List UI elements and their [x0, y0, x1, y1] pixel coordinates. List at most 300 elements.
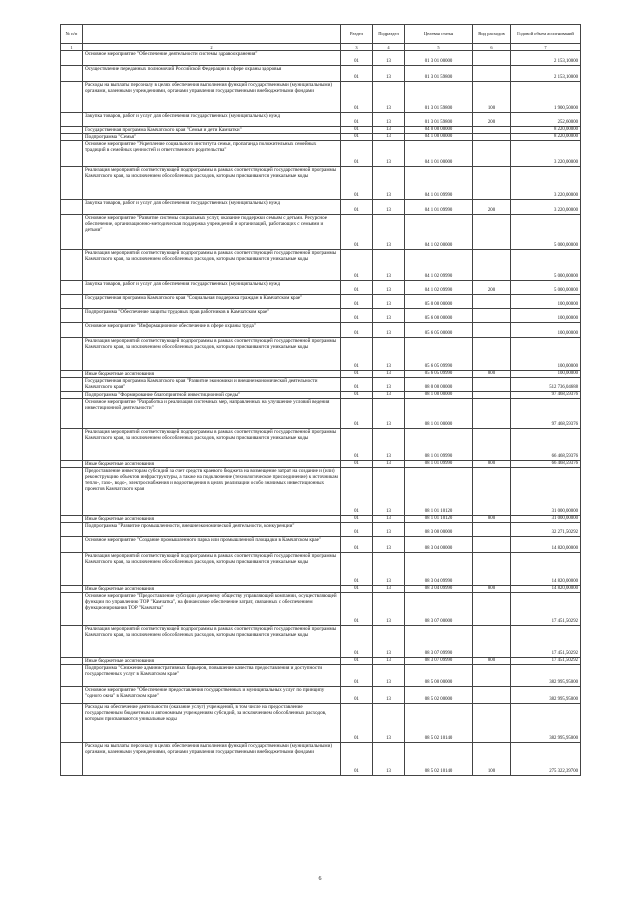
expense-type-cell: [473, 295, 511, 309]
expense-type-cell: 100: [473, 82, 511, 113]
target-article-cell: 04 1 01 00000: [405, 141, 473, 167]
subsection-cell: 13: [373, 371, 405, 378]
target-article-cell: 04 1 02 09990: [405, 250, 473, 281]
subsection-cell: 13: [373, 429, 405, 461]
expense-name-cell: Иные бюджетные ассигнования: [83, 586, 341, 593]
expense-name-cell: Государственная программа Камчатского края "Семья и дети Камчатки": [83, 127, 341, 134]
expense-type-cell: [473, 51, 511, 66]
amount-cell: 97 468,59376: [511, 392, 581, 399]
amount-cell: 14 820,00000: [511, 537, 581, 553]
table-row: [61, 537, 581, 553]
subsection-cell: 13: [373, 281, 405, 295]
row-number-cell: [61, 167, 83, 200]
header-section: Раздел: [341, 25, 373, 44]
amount-cell: 5 000,00000: [511, 281, 581, 295]
expense-type-cell: [473, 429, 511, 461]
table-row: [61, 295, 581, 309]
table-row: [61, 586, 581, 593]
amount-cell: 3 220,00000: [511, 200, 581, 215]
table-row: [61, 429, 581, 461]
target-article-cell: 08 5 02 10140: [405, 704, 473, 743]
expense-type-cell: [473, 66, 511, 82]
row-number-cell: [61, 523, 83, 537]
amount-cell: 100,00000: [511, 309, 581, 323]
expense-type-cell: [473, 553, 511, 586]
target-article-cell: 08 3 04 00000: [405, 537, 473, 553]
table-row: [61, 658, 581, 665]
table-row: [61, 200, 581, 215]
table-row: [61, 167, 581, 200]
row-number-cell: [61, 704, 83, 743]
expense-type-cell: 800: [473, 461, 511, 468]
section-cell: 01: [341, 127, 373, 134]
target-article-cell: 08 3 00 00000: [405, 523, 473, 537]
expense-type-cell: [473, 392, 511, 399]
table-row: [61, 113, 581, 127]
target-article-cell: 08 5 00 00000: [405, 665, 473, 687]
amount-cell: 32 271,50292: [511, 523, 581, 537]
section-cell: 01: [341, 113, 373, 127]
expense-name-cell: Подпрограмма "Снижение административных барьеров, повышение качества предоставления и доступности государственных услуг в Камчатском крае": [83, 665, 341, 687]
row-number-cell: [61, 665, 83, 687]
table-row: [61, 665, 581, 687]
row-number-cell: [61, 516, 83, 523]
amount-cell: 3 220,00000: [511, 141, 581, 167]
column-index: 5: [405, 44, 473, 51]
section-cell: 01: [341, 687, 373, 704]
section-cell: 01: [341, 82, 373, 113]
header-subsection: Подраздел: [373, 25, 405, 44]
expense-type-cell: [473, 134, 511, 141]
expense-type-cell: [473, 141, 511, 167]
table-row: [61, 338, 581, 371]
table-row: [61, 215, 581, 250]
section-cell: 01: [341, 461, 373, 468]
amount-cell: 8 220,00000: [511, 134, 581, 141]
expense-type-cell: 800: [473, 516, 511, 523]
subsection-cell: 13: [373, 399, 405, 429]
amount-cell: 100,00000: [511, 323, 581, 338]
expense-name-cell: Реализация мероприятий соответствующей подпрограммы в рамках соответствующей государственной программы Камчатского края, за исключением обособленных расходов, которым присваиваются уникальные коды: [83, 429, 341, 461]
row-number-cell: [61, 323, 83, 338]
section-cell: 01: [341, 523, 373, 537]
expense-type-cell: [473, 309, 511, 323]
row-number-cell: [61, 468, 83, 516]
table-row: [61, 250, 581, 281]
section-cell: 01: [341, 323, 373, 338]
section-cell: 01: [341, 553, 373, 586]
amount-cell: 14 820,00000: [511, 586, 581, 593]
column-index-row: [61, 44, 581, 51]
target-article-cell: 08 3 04 09990: [405, 586, 473, 593]
expense-name-cell: Реализация мероприятий соответствующей подпрограммы в рамках соответствующей государственной программы Камчатского края, за исключением обособленных расходов, которым присваиваются уникальные коды: [83, 250, 341, 281]
table-row: [61, 743, 581, 776]
section-cell: 01: [341, 141, 373, 167]
row-number-cell: [61, 113, 83, 127]
expense-name-cell: Подпрограмма "Формирование благоприятной инвестиционной среды": [83, 392, 341, 399]
row-number-cell: [61, 553, 83, 586]
subsection-cell: 13: [373, 309, 405, 323]
amount-cell: 1 900,50000: [511, 82, 581, 113]
section-cell: 01: [341, 399, 373, 429]
table-row: [61, 553, 581, 586]
expense-type-cell: [473, 523, 511, 537]
table-row: [61, 399, 581, 429]
column-index: 3: [341, 44, 373, 51]
column-index: 7: [511, 44, 581, 51]
expense-name-cell: Подпрограмма "Развитие промышленности, внешнеэкономической деятельности, конкуренции": [83, 523, 341, 537]
target-article-cell: 08 1 01 09990: [405, 429, 473, 461]
expense-type-cell: [473, 537, 511, 553]
section-cell: 01: [341, 66, 373, 82]
amount-cell: 31 000,00000: [511, 468, 581, 516]
amount-cell: 17 451,50292: [511, 658, 581, 665]
row-number-cell: [61, 371, 83, 378]
target-article-cell: 05 6 05 00000: [405, 323, 473, 338]
subsection-cell: 13: [373, 295, 405, 309]
subsection-cell: 13: [373, 586, 405, 593]
expense-name-cell: Реализация мероприятий соответствующей подпрограммы в рамках соответствующей государственной программы Камчатского края, за исключением обособленных расходов, которым присваиваются уникальные коды: [83, 626, 341, 658]
amount-cell: 2 153,10000: [511, 66, 581, 82]
expense-type-cell: [473, 323, 511, 338]
row-number-cell: [61, 82, 83, 113]
table-row: [61, 593, 581, 626]
section-cell: 01: [341, 626, 373, 658]
expense-type-cell: [473, 626, 511, 658]
row-number-cell: [61, 658, 83, 665]
column-index: 6: [473, 44, 511, 51]
amount-cell: 5 000,00000: [511, 215, 581, 250]
subsection-cell: 13: [373, 134, 405, 141]
subsection-cell: 13: [373, 250, 405, 281]
budget-allocation-table: [60, 24, 581, 776]
amount-cell: 275 322,39700: [511, 743, 581, 776]
target-article-cell: 08 5 02 00000: [405, 687, 473, 704]
expense-type-cell: [473, 468, 511, 516]
target-article-cell: 05 6 05 09990: [405, 338, 473, 371]
section-cell: 01: [341, 167, 373, 200]
subsection-cell: 13: [373, 461, 405, 468]
row-number-cell: [61, 309, 83, 323]
expense-name-cell: Иные бюджетные ассигнования: [83, 371, 341, 378]
target-article-cell: 01 3 01 59800: [405, 66, 473, 82]
row-number-cell: [61, 141, 83, 167]
subsection-cell: 13: [373, 215, 405, 250]
expense-type-cell: 200: [473, 113, 511, 127]
table-row: [61, 127, 581, 134]
subsection-cell: 13: [373, 200, 405, 215]
amount-cell: 66 468,59376: [511, 429, 581, 461]
expense-name-cell: Основное мероприятие "Развитие системы социальных услуг, оказание поддержки семьям с детьми. Ресурсное обеспечение, организационно-методическая поддержка учреждений и организаций, работающих с семьями и детьми": [83, 215, 341, 250]
table-row: [61, 323, 581, 338]
header-expense-type: Вид расходов: [473, 25, 511, 44]
expense-name-cell: Реализация мероприятий соответствующей подпрограммы в рамках соответствующей государственной программы Камчатского края, за исключением обособленных расходов, которым присваиваются уникальные коды: [83, 167, 341, 200]
column-index: 1: [61, 44, 83, 51]
row-number-cell: [61, 295, 83, 309]
subsection-cell: 13: [373, 378, 405, 392]
amount-cell: 2 153,10000: [511, 51, 581, 66]
subsection-cell: 13: [373, 338, 405, 371]
row-number-cell: [61, 593, 83, 626]
expense-type-cell: 800: [473, 586, 511, 593]
row-number-cell: [61, 743, 83, 776]
amount-cell: 512 736,04688: [511, 378, 581, 392]
target-article-cell: 01 3 01 59800: [405, 113, 473, 127]
target-article-cell: 08 0 00 00000: [405, 378, 473, 392]
amount-cell: 100,00000: [511, 295, 581, 309]
expense-name-cell: Иные бюджетные ассигнования: [83, 516, 341, 523]
amount-cell: 382 995,95000: [511, 665, 581, 687]
row-number-cell: [61, 687, 83, 704]
table-row: [61, 687, 581, 704]
column-index: 4: [373, 44, 405, 51]
table-row: [61, 461, 581, 468]
amount-cell: 3 220,00000: [511, 167, 581, 200]
amount-cell: 31 000,00000: [511, 516, 581, 523]
expense-name-cell: Закупка товаров, работ и услуг для обеспечения государственных (муниципальных) нужд: [83, 113, 341, 127]
target-article-cell: 05 6 00 00000: [405, 309, 473, 323]
section-cell: 01: [341, 658, 373, 665]
subsection-cell: 13: [373, 704, 405, 743]
table-row: [61, 82, 581, 113]
expense-name-cell: Предоставление инвесторам субсидий за счет средств краевого бюджета на возмещение затрат на создание и (или) реконструкцию объектов инфраструктуры, а также на подключение (технологическое присоединение) к источникам тепло-, газо-, водо-, электроснабжения и водоотведения в целях реализации особо значимых инвестиционных проектов Камчатского края: [83, 468, 341, 516]
amount-cell: 8 220,00000: [511, 127, 581, 134]
expense-name-cell: Основное мероприятие "Обеспечение предоставления государственных и муниципальных услуг по принципу "одного окна" в Камчатском крае": [83, 687, 341, 704]
table-row: [61, 51, 581, 66]
section-cell: 01: [341, 586, 373, 593]
section-cell: 01: [341, 378, 373, 392]
expense-name-cell: Иные бюджетные ассигнования: [83, 658, 341, 665]
header-target-article: Целевая статья: [405, 25, 473, 44]
target-article-cell: 04 1 02 00000: [405, 215, 473, 250]
table-row: [61, 281, 581, 295]
target-article-cell: 05 0 00 00000: [405, 295, 473, 309]
table-row: [61, 468, 581, 516]
expense-type-cell: [473, 250, 511, 281]
subsection-cell: 13: [373, 537, 405, 553]
amount-cell: 17 451,50292: [511, 593, 581, 626]
section-cell: 01: [341, 51, 373, 66]
target-article-cell: 08 3 07 09990: [405, 626, 473, 658]
expense-name-cell: Основное мероприятие "Разработка и реализация системных мер, направленных на улучшение условий ведения инвестиционной деятельности": [83, 399, 341, 429]
subsection-cell: 13: [373, 665, 405, 687]
header-number: № п/п: [61, 25, 83, 44]
subsection-cell: 13: [373, 658, 405, 665]
amount-cell: 5 000,00000: [511, 250, 581, 281]
expense-name-cell: Подпрограмма "Обеспечение защиты трудовых прав работников в Камчатском крае": [83, 309, 341, 323]
section-cell: 01: [341, 704, 373, 743]
subsection-cell: 13: [373, 516, 405, 523]
row-number-cell: [61, 51, 83, 66]
target-article-cell: 08 3 07 09990: [405, 658, 473, 665]
subsection-cell: 13: [373, 167, 405, 200]
subsection-cell: 13: [373, 392, 405, 399]
section-cell: 01: [341, 215, 373, 250]
table-row: [61, 141, 581, 167]
amount-cell: 14 820,00000: [511, 553, 581, 586]
expense-type-cell: 800: [473, 658, 511, 665]
expense-type-cell: 200: [473, 281, 511, 295]
expense-type-cell: [473, 378, 511, 392]
section-cell: 01: [341, 516, 373, 523]
expense-type-cell: [473, 167, 511, 200]
target-article-cell: 04 1 02 09990: [405, 281, 473, 295]
section-cell: 01: [341, 134, 373, 141]
target-article-cell: 08 3 07 00000: [405, 593, 473, 626]
amount-cell: 382 995,95000: [511, 704, 581, 743]
subsection-cell: 13: [373, 141, 405, 167]
table-row: [61, 516, 581, 523]
subsection-cell: 13: [373, 468, 405, 516]
table-row: [61, 309, 581, 323]
amount-cell: 17 451,50292: [511, 626, 581, 658]
expense-type-cell: [473, 215, 511, 250]
section-cell: 01: [341, 537, 373, 553]
row-number-cell: [61, 461, 83, 468]
subsection-cell: 13: [373, 523, 405, 537]
expense-name-cell: Основное мероприятие "Укрепление социального института семьи, пропаганда положительных семейных традиций в семейных ценностей и ответственного родительства": [83, 141, 341, 167]
target-article-cell: 04 1 00 00000: [405, 134, 473, 141]
expense-name-cell: Подпрограмма "Семья": [83, 134, 341, 141]
row-number-cell: [61, 200, 83, 215]
row-number-cell: [61, 338, 83, 371]
target-article-cell: 08 1 01 00000: [405, 399, 473, 429]
page-number: 6: [318, 876, 322, 882]
row-number-cell: [61, 429, 83, 461]
subsection-cell: 13: [373, 687, 405, 704]
expense-type-cell: 800: [473, 371, 511, 378]
row-number-cell: [61, 127, 83, 134]
section-cell: 01: [341, 429, 373, 461]
target-article-cell: 01 3 01 00000: [405, 51, 473, 66]
amount-cell: 382 995,95000: [511, 687, 581, 704]
expense-type-cell: [473, 704, 511, 743]
row-number-cell: [61, 537, 83, 553]
expense-type-cell: [473, 593, 511, 626]
section-cell: 01: [341, 468, 373, 516]
expense-name-cell: Государственная программа Камчатского края "Социальная поддержка граждан в Камчатском крае": [83, 295, 341, 309]
expense-name-cell: Реализация мероприятий соответствующей подпрограммы в рамках соответствующей государственной программы Камчатского края, за исключением обособленных расходов, которым присваиваются уникальные коды: [83, 338, 341, 371]
expense-type-cell: [473, 399, 511, 429]
target-article-cell: 08 3 04 09990: [405, 553, 473, 586]
expense-name-cell: Государственная программа Камчатского края "Развитие экономики и внешнеэкономической деятельности Камчатского края": [83, 378, 341, 392]
table-row: [61, 66, 581, 82]
table-body: [61, 51, 581, 776]
subsection-cell: 13: [373, 113, 405, 127]
target-article-cell: 01 3 01 59800: [405, 82, 473, 113]
table-header-row: [61, 25, 581, 44]
expense-name-cell: Реализация мероприятий соответствующей подпрограммы в рамках соответствующей государственной программы Камчатского края, за исключением обособленных расходов, которым присваиваются уникальные коды: [83, 553, 341, 586]
expense-type-cell: [473, 665, 511, 687]
row-number-cell: [61, 378, 83, 392]
amount-cell: 100,00000: [511, 338, 581, 371]
table-row: [61, 371, 581, 378]
target-article-cell: 04 1 01 09990: [405, 167, 473, 200]
table-row: [61, 523, 581, 537]
expense-type-cell: 100: [473, 743, 511, 776]
expense-type-cell: [473, 127, 511, 134]
target-article-cell: 05 6 05 09990: [405, 371, 473, 378]
section-cell: 01: [341, 200, 373, 215]
section-cell: 01: [341, 371, 373, 378]
expense-type-cell: [473, 338, 511, 371]
expense-name-cell: Основное мероприятие "Создание промышленного парка или промышленной площадки в Камчатском крае": [83, 537, 341, 553]
expense-name-cell: Расходы на выплаты персоналу в целях обеспечения выполнения функций государственными (муниципальными) органами, казенными учреждениями, органами управления государственными внебюджетными фондами: [83, 743, 341, 776]
table-row: [61, 626, 581, 658]
subsection-cell: 13: [373, 743, 405, 776]
row-number-cell: [61, 250, 83, 281]
section-cell: 01: [341, 309, 373, 323]
header-name: [83, 25, 341, 44]
expense-name-cell: Закупка товаров, работ и услуг для обеспечения государственных (муниципальных) нужд: [83, 200, 341, 215]
subsection-cell: 13: [373, 82, 405, 113]
table-row: [61, 378, 581, 392]
header-annual-amount: Годовой объем ассигнований: [511, 25, 581, 44]
subsection-cell: 13: [373, 626, 405, 658]
column-index: 2: [83, 44, 341, 51]
budget-table-page: [60, 24, 580, 776]
row-number-cell: [61, 134, 83, 141]
amount-cell: 97 468,59376: [511, 399, 581, 429]
expense-type-cell: [473, 687, 511, 704]
row-number-cell: [61, 586, 83, 593]
table-row: [61, 704, 581, 743]
expense-name-cell: Осуществление переданных полномочий Российской Федерации в сфере охраны здоровья: [83, 66, 341, 82]
target-article-cell: 08 5 02 10140: [405, 743, 473, 776]
row-number-cell: [61, 399, 83, 429]
target-article-cell: 08 1 00 00000: [405, 392, 473, 399]
target-article-cell: 04 0 00 00000: [405, 127, 473, 134]
row-number-cell: [61, 626, 83, 658]
subsection-cell: 13: [373, 51, 405, 66]
subsection-cell: 13: [373, 553, 405, 586]
subsection-cell: 13: [373, 323, 405, 338]
expense-name-cell: Закупка товаров, работ и услуг для обеспечения государственных (муниципальных) нужд: [83, 281, 341, 295]
subsection-cell: 13: [373, 593, 405, 626]
target-article-cell: 08 1 01 10120: [405, 468, 473, 516]
target-article-cell: 08 1 01 09990: [405, 461, 473, 468]
row-number-cell: [61, 392, 83, 399]
amount-cell: 66 468,59376: [511, 461, 581, 468]
section-cell: 01: [341, 250, 373, 281]
target-article-cell: 08 1 01 10120: [405, 516, 473, 523]
table-row: [61, 134, 581, 141]
expense-type-cell: 200: [473, 200, 511, 215]
row-number-cell: [61, 281, 83, 295]
expense-name-cell: Иные бюджетные ассигнования: [83, 461, 341, 468]
amount-cell: 252,60000: [511, 113, 581, 127]
table-row: [61, 392, 581, 399]
expense-name-cell: Расходы на выплаты персоналу в целях обеспечения выполнения функций государственными (муниципальными) органами, казенными учреждениями, органами управления государственными внебюджетными фондами: [83, 82, 341, 113]
section-cell: 01: [341, 593, 373, 626]
amount-cell: 100,00000: [511, 371, 581, 378]
section-cell: 01: [341, 281, 373, 295]
section-cell: 01: [341, 295, 373, 309]
target-article-cell: 04 1 01 09990: [405, 200, 473, 215]
expense-name-cell: Основное мероприятие "Предоставление субсидии дочернему обществу управляющей компании, осуществляющей функции по управлению ТОР "Камчатка", на финансовое обеспечение затрат, связанных с обеспечением функционирования ТОР "Камчатка": [83, 593, 341, 626]
row-number-cell: [61, 215, 83, 250]
section-cell: 01: [341, 743, 373, 776]
expense-name-cell: Основное мероприятие "Информационное обеспечение в сфере охраны труда": [83, 323, 341, 338]
subsection-cell: 13: [373, 127, 405, 134]
expense-name-cell: Основное мероприятие "Обеспечение деятельности системы здравоохранения": [83, 51, 341, 66]
section-cell: 01: [341, 392, 373, 399]
subsection-cell: 13: [373, 66, 405, 82]
section-cell: 01: [341, 665, 373, 687]
section-cell: 01: [341, 338, 373, 371]
expense-name-cell: Расходы на обеспечение деятельности (оказание услуг) учреждений, в том числе на предоставление государственным бюджетным и автономным учреждениям субсидий, за исключением обособленных расходов, которым присваиваются уникальные коды: [83, 704, 341, 743]
row-number-cell: [61, 66, 83, 82]
